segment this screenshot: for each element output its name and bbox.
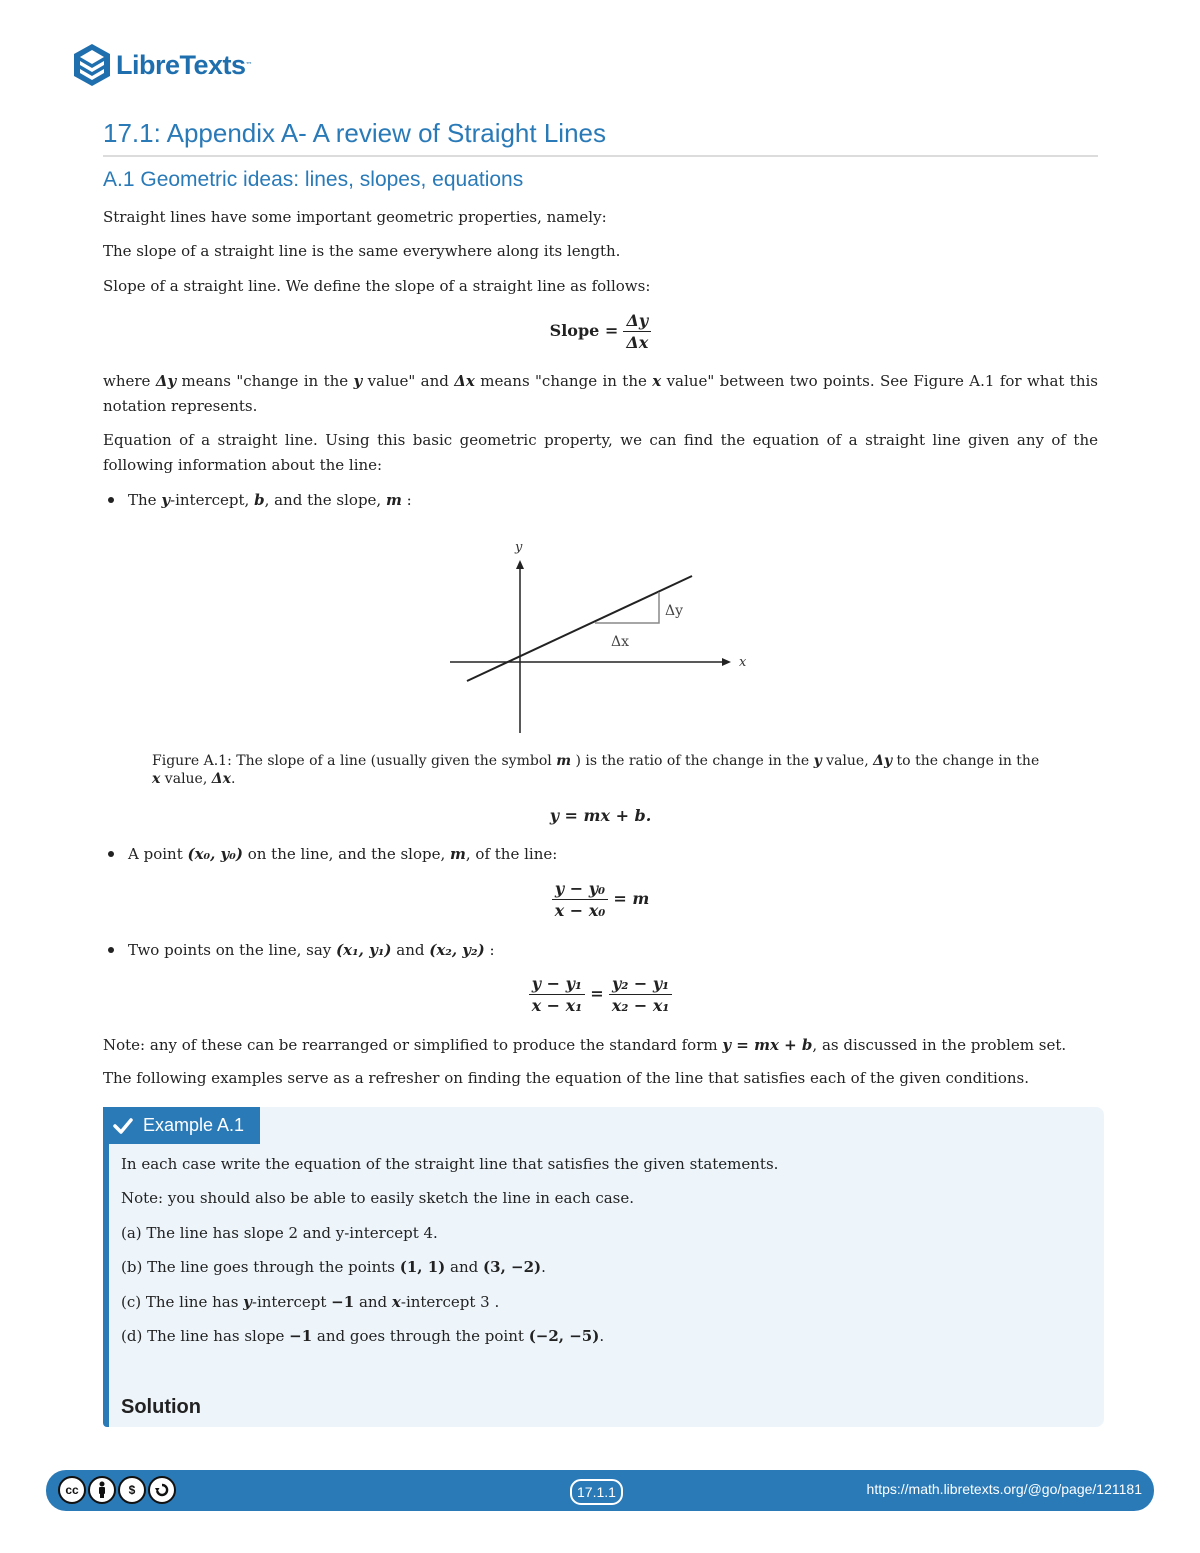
text: means "change in the xyxy=(176,372,354,390)
text: : xyxy=(401,491,412,509)
dx-label: Δx xyxy=(611,634,630,650)
section-heading: A.1 Geometric ideas: lines, slopes, equations xyxy=(103,168,524,191)
text: Figure A.1: The slope of a line (usually given the symbol xyxy=(152,753,557,769)
math: (x₀, y₀) xyxy=(187,845,243,863)
math: (x₂, y₂) xyxy=(429,941,485,959)
text: value, xyxy=(160,771,212,787)
bullet-2 xyxy=(108,842,557,867)
math: m xyxy=(450,845,466,863)
fraction-numerator: y − y₀ xyxy=(552,879,609,900)
text: . xyxy=(541,1258,546,1276)
brand-name: LibreTexts xyxy=(116,49,246,80)
slope-den: Δx xyxy=(626,333,649,352)
bullet-1 xyxy=(108,488,412,513)
text: and xyxy=(391,941,430,959)
example-part-b xyxy=(121,1255,546,1280)
text: and goes through the point xyxy=(312,1327,529,1345)
math: x xyxy=(391,1293,401,1311)
equals-sign: = xyxy=(590,984,604,1003)
slope-diagram xyxy=(445,535,765,740)
math: (−2, −5) xyxy=(528,1327,600,1345)
page-url[interactable]: https://math.libretexts.org/@go/page/121181 xyxy=(866,1481,1142,1497)
x-axis-label: x xyxy=(739,655,747,670)
dy-label: Δy xyxy=(665,603,684,619)
noncommercial-icon: $ xyxy=(118,1476,146,1504)
example-line-2: Note: you should also be able to easily sketch the line in each case. xyxy=(121,1189,635,1207)
y-axis-arrow xyxy=(516,560,524,569)
slope-num: Δy xyxy=(623,311,651,332)
solution-heading[interactable]: Solution xyxy=(121,1396,201,1418)
slope-line xyxy=(467,576,692,681)
paragraph-1: Straight lines have some important geometric properties, namely: xyxy=(103,208,607,226)
slope-eq-lhs: Slope = xyxy=(549,321,619,340)
math: Δy xyxy=(155,372,177,390)
text: Two points on the line, say xyxy=(128,941,337,959)
equation-rhs: = m xyxy=(613,889,650,908)
cc-icon: cc xyxy=(58,1476,86,1504)
fraction-denominator: x − x₀ xyxy=(554,901,606,920)
brand-tm: ™ xyxy=(245,61,253,69)
math: (x₁, y₁) xyxy=(336,941,392,959)
math: x xyxy=(152,771,161,787)
paragraph-6: The following examples serve as a refresher on finding the equation of the line that satisfies each of the given conditions. xyxy=(103,1069,1030,1087)
text: Note: any of these can be rearranged or simplified to produce the standard form xyxy=(103,1036,723,1054)
fraction-numerator: y − y₁ xyxy=(529,974,586,995)
text: -intercept xyxy=(251,1293,332,1311)
license-badge[interactable] xyxy=(58,1476,176,1504)
example-part-a: (a) The line has slope 2 and y-intercept 4. xyxy=(121,1224,438,1242)
fraction-denominator: x₂ − x₁ xyxy=(611,996,670,1015)
text: : xyxy=(484,941,495,959)
math: x xyxy=(652,372,662,390)
figure-caption xyxy=(152,752,1052,788)
text: . xyxy=(230,771,236,787)
example-part-c xyxy=(121,1290,499,1315)
math: m xyxy=(385,491,402,509)
math: y xyxy=(813,753,822,769)
text: where xyxy=(103,372,156,390)
slope-fraction xyxy=(623,311,651,352)
text: and xyxy=(445,1258,484,1276)
page-number: 17.1.1 xyxy=(570,1479,623,1505)
x-axis-arrow xyxy=(722,658,731,666)
text: (b) The line goes through the points xyxy=(121,1258,400,1276)
two-point-equation xyxy=(103,974,1098,1015)
text: The xyxy=(128,491,162,509)
paragraph-3: Slope of a straight line. We define the slope of a straight line as follows: xyxy=(103,277,651,295)
note-paragraph xyxy=(103,1033,1098,1058)
y-axis-label: y xyxy=(515,540,523,555)
math: (1, 1) xyxy=(399,1258,446,1276)
two-point-fraction-right xyxy=(609,974,673,1015)
text: -intercept, xyxy=(170,491,255,509)
fraction-denominator: x − x₁ xyxy=(531,996,583,1015)
math: y = mx + b xyxy=(722,1036,813,1054)
text: (c) The line has xyxy=(121,1293,244,1311)
math: b xyxy=(254,491,265,509)
example-line-1: In each case write the equation of the straight line that satisfies the given statements. xyxy=(121,1155,779,1173)
text: , as discussed in the problem set. xyxy=(812,1036,1067,1054)
text: (d) The line has slope xyxy=(121,1327,290,1345)
bullet-3 xyxy=(108,938,495,963)
equation-mxb: y = mx + b. xyxy=(549,806,652,825)
math: −1 xyxy=(331,1293,355,1311)
example-tab[interactable] xyxy=(103,1107,260,1144)
math: Δx xyxy=(454,372,475,390)
example-part-d xyxy=(121,1324,604,1349)
fraction-numerator: y₂ − y₁ xyxy=(609,974,673,995)
two-point-fraction-left xyxy=(529,974,586,1015)
text: . xyxy=(599,1327,605,1345)
point-slope-equation xyxy=(103,879,1098,920)
libretexts-logo[interactable] xyxy=(72,42,253,88)
text: value, xyxy=(821,753,874,769)
text: -intercept 3 . xyxy=(400,1293,500,1311)
point-slope-fraction xyxy=(552,879,609,920)
libretexts-logo-icon xyxy=(72,42,112,88)
text: ) is the ratio of the change in the xyxy=(571,753,814,769)
checkmark-icon xyxy=(113,1118,133,1134)
slope-figure xyxy=(445,535,765,744)
text: , and the slope, xyxy=(264,491,386,509)
math: m xyxy=(556,753,572,769)
paragraph-2: The slope of a straight line is the same everywhere along its length. xyxy=(103,242,621,260)
math: Δx xyxy=(211,771,231,787)
text: , of the line: xyxy=(465,845,558,863)
example-title: Example A.1 xyxy=(143,1115,245,1135)
attribution-icon xyxy=(88,1476,116,1504)
text: value" and xyxy=(362,372,455,390)
sharealike-icon xyxy=(148,1476,176,1504)
slope-equation xyxy=(103,311,1098,352)
text: on the line, and the slope, xyxy=(242,845,451,863)
paragraph-5: Equation of a straight line. Using this basic geometric property, we can find the equation of a straight line given any of the following information about the line: xyxy=(103,431,1098,474)
text: and xyxy=(354,1293,392,1311)
text: to the change in the xyxy=(892,753,1040,769)
math: y xyxy=(161,491,171,509)
math: y xyxy=(243,1293,252,1311)
text: value" between two points. See Figure A.1 for what this notation represents. xyxy=(103,372,1098,415)
page-title: 17.1: Appendix A- A review of Straight Lines xyxy=(103,118,1098,157)
math: (3, −2) xyxy=(483,1258,542,1276)
math: y xyxy=(353,372,363,390)
math: Δy xyxy=(873,753,893,769)
math: −1 xyxy=(289,1327,313,1345)
text: means "change in the xyxy=(474,372,653,390)
paragraph-4 xyxy=(103,369,1098,419)
text: A point xyxy=(128,845,188,863)
